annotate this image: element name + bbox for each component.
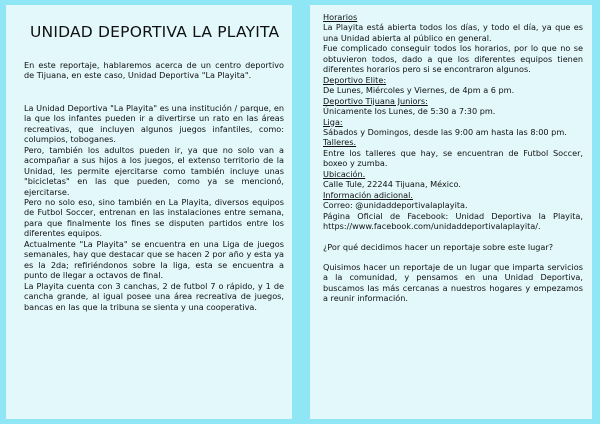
talleres-text: Entre los talleres que hay, se encuentran de Futbol Soccer, boxeo y zumba. bbox=[323, 147, 583, 169]
spacer bbox=[323, 232, 583, 242]
horarios-text: La Playita está abierta todos los días, y todo el día, ya que es una Unidad abierta al público en general. bbox=[323, 22, 583, 43]
elite-heading: Deportivo Elite: bbox=[323, 74, 387, 85]
answer-text: Quisimos hacer un reportaje de un lugar que imparta servicios a la comunidad, y pensamos en una Unidad Deportiva, buscamos las más cercanas a nuestros hogares y empezamos a reunir información. bbox=[323, 261, 583, 304]
paragraph: Actualmente "La Playita" se encuentra en una Liga de juegos semanales, hay que destacar que se hacen 2 por año y esta ya es la 2da; refiriéndonos sobre la liga, esta se encuentra a punto de llegar a octavos de final. bbox=[24, 238, 284, 281]
right-text bbox=[323, 12, 583, 304]
paragraph: La Playita cuenta con 3 canchas, 2 de futbol 7 o rápido, y 1 de cancha grande, al igual posee una área recreativa de juegos, bancas en las que la tribuna se sienta y una cooperativa. bbox=[24, 280, 284, 312]
info-heading: Información adicional. bbox=[323, 189, 413, 200]
intro-paragraph: En este reportaje, hablaremos acerca de un centro deportivo de Tijuana, en este caso, Unidad Deportiva "La Playita". bbox=[24, 60, 284, 81]
liga-text: Sábados y Domingos, desde las 9:00 am hasta las 8:00 pm. bbox=[323, 126, 567, 137]
ubicacion-heading: Ubicación. bbox=[323, 168, 366, 179]
right-page bbox=[310, 5, 592, 419]
horarios-text: Fue complicado conseguir todos los horarios, por lo que no se obtuvieron todos, dado a que los diferentes equipos tienen diferentes horarios pero si se encontraron algunos. bbox=[323, 43, 583, 75]
liga-heading: Liga: bbox=[323, 116, 343, 127]
juniors-heading: Deportivo Tijuana Juniors: bbox=[323, 95, 428, 106]
juniors-text: Únicamente los Lunes, de 5:30 a 7:30 pm. bbox=[323, 106, 496, 117]
horarios-heading: Horarios bbox=[323, 12, 358, 22]
paragraph: Pero, también los adultos pueden ir, ya que no solo van a acompañar a sus hijos a los juegos, el extenso territorio de la Unidad, les permite ejercitarse como también incluye unas "bicicletas" en las que pueden, como ya se mencionó, ejercitarse. bbox=[24, 144, 284, 197]
page-title: UNIDAD DEPORTIVA LA PLAYITA bbox=[30, 23, 280, 41]
correo-text: Correo: @unidaddeportivalaplayita. bbox=[323, 200, 468, 211]
paragraph: La Unidad Deportiva "La Playita" es una institución / parque, en la que los infantes pueden ir a divertirse un rato en las áreas recreativas, que incluyen algunos juegos infantiles, como: columpios, toboganes. bbox=[24, 102, 284, 145]
left-text bbox=[24, 60, 284, 312]
paragraph: Pero no solo eso, sino también en La Playita, diversos equipos de Futbol Soccer, entrenan en las instalaciones entre semana, para que finalmente los fines se disputen partidos entre los diferentes equipos. bbox=[24, 196, 284, 239]
talleres-heading: Talleres. bbox=[323, 137, 357, 148]
question-text: ¿Por qué decidimos hacer un reportaje sobre este lugar? bbox=[323, 241, 554, 252]
spacer bbox=[323, 252, 583, 262]
ubicacion-text: Calle Tule, 22244 Tijuana, México. bbox=[323, 179, 461, 190]
elite-text: De Lunes, Miércoles y Viernes, de 4pm a 6 pm. bbox=[323, 85, 515, 96]
facebook-text: Página Oficial de Facebook: Unidad Deportiva la Playita, https://www.facebook.com/unidaddeportivalaplayita/. bbox=[323, 210, 583, 232]
left-page bbox=[6, 5, 292, 419]
spacer bbox=[24, 81, 284, 103]
